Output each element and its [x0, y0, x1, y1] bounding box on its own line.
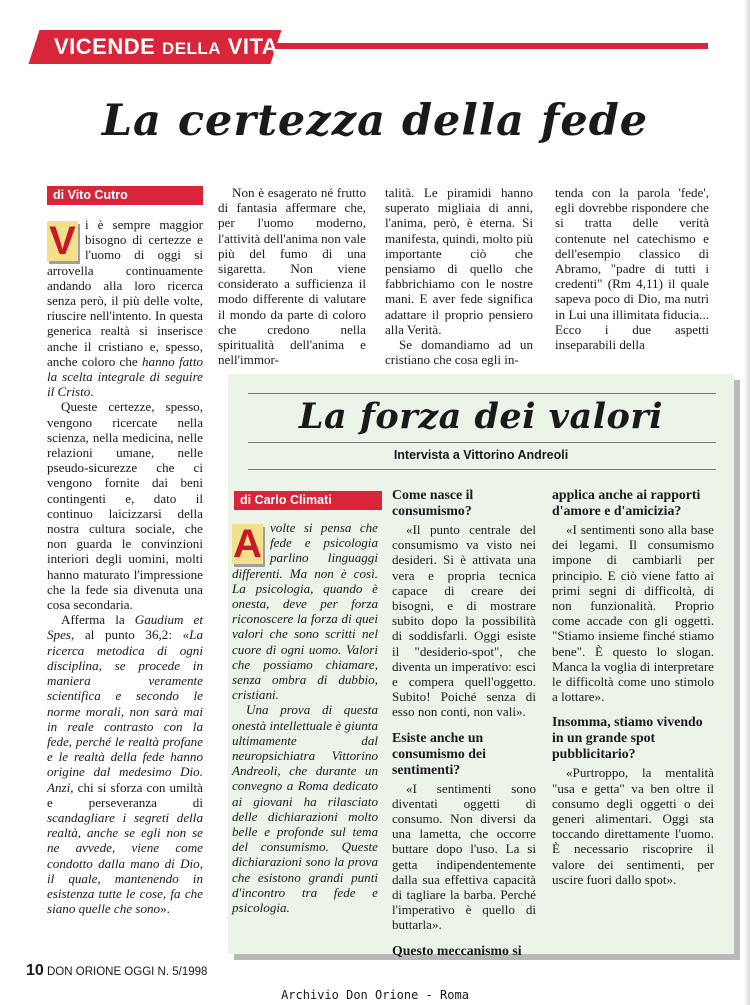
page-edge-shadow — [744, 0, 750, 1005]
box-rule-sub — [248, 469, 716, 470]
question-1: Come nasce il consumismo? — [392, 487, 474, 518]
lead-paragraph: V i è sempre maggior bisogno di certezze e l'uomo di oggi si arrovella continuamente andando alla loro ricerca senza però, il più delle volte, riuscire nell'intento. In questa generica realtà si inserisce anche il cristiano e, spesso, anche coloro che hanno fatto la scelta integrale di seguire il Cristo. — [47, 217, 203, 400]
question-4: Insomma, stiamo vivendo in un grande spot pubblicitario? — [552, 714, 703, 762]
section-label: VICENDE DELLA VITA — [54, 34, 279, 59]
answer-2: «I sentimenti sono diventati oggetti di consumo. Non diversi da una lametta, che occorre buttare dopo l'uso. La si getta indipendentemente dalla sua effettiva capacità di tagliare la barba. Perché l'imperativo è quello di buttarla». — [392, 780, 536, 933]
question-3-start: Questo meccanismo si — [392, 942, 522, 958]
article-column-1 — [47, 217, 203, 916]
box-rule-top — [248, 393, 716, 394]
interview-byline: di Carlo Climati — [234, 491, 382, 510]
article-column-4 — [555, 185, 709, 352]
interview-intro-2: Una prova di questa onestà intellettuale è giunta ultimamente dal neuropsichiatra Vittorino Andreoli, che durante un convegno a Roma dedicato ai giovani ha rilasciato delle dichiarazioni molto belle e profonde sul tema del consumismo. Queste dichiarazioni sono la prova che esistono grandi punti d'incontro tra fede e psicologia. — [232, 702, 378, 916]
archive-credit: Archivio Don Orione - Roma — [281, 988, 469, 1002]
answer-1: «Il punto centrale del consumismo va visto nei desideri. Si è attivata una vera e propria tecnica capace di creare dei bisogni, e di mostrare subito dopo la possibilità di soddisfarli. Oggi esiste il "desiderio-spot", che diventa un imperativo: esci e compera quell'oggetto. Subito! Poiché senza di esso non conti, non vali». — [392, 522, 536, 720]
dropcap-v: V — [47, 221, 78, 261]
interview-subtitle: Intervista a Vittorino Andreoli — [393, 448, 569, 462]
page-number: 10 — [26, 962, 44, 979]
interview-column-3 — [552, 487, 714, 887]
question-3-end: applica anche ai rapporti d'amore e d'amicizia? — [552, 487, 701, 518]
answer-3: «I sentimenti sono alla base dei legami. Il consumismo impone di cambiarli per principio. E ciò viene fatto ai primi segni di difficoltà, di non funzionalità. Proprio come accade con gli oggetti. "Stiamo insieme finché stiamo bene". È questo lo slogan. Manca la voglia di interpretare le difficoltà come uno stimolo a lottare». — [552, 522, 714, 705]
paragraph-piramidi: talità. Le piramidi hanno superato migliaia di anni, l'anima, però, è eterna. Si manifesta, quindi, molto più importante ciò che pensiamo di quello che fabbrichiamo con le nostre mani. E aver fede significa adattare il proprio pensiero alla Verità. — [385, 185, 534, 337]
article-title: La certezza della fede — [101, 96, 649, 146]
paragraph-certezze: Queste certezze, spesso, vengono ricercate nella scienza, nella medicina, nelle relazioni umane, nelle pseudo-sicurezze che ci vengono fornite dai beni contingenti e, dato il continuo laicizzarsi della nostra cultura sociale, che non guarda le convinzioni interiori degli uomini, molti hanno maturato l'impressione che la fede sia divenuta una cosa secondaria. — [47, 399, 203, 613]
paragraph-gaudium: Afferma la Gaudium et Spes, al punto 36,2: «La ricerca metodica di ogni disciplina, se procede in maniera veramente scientifica e secondo le norme morali, non sarà mai in reale contrasto con la fede, perché le realtà profane e le realtà della fede hanno origine dal medesimo Dio. Anzi, chi si sforza con umiltà e perseveranza di scandagliare i segreti della realtà, anche se egli non se ne avvede, viene come condotto dalla mano di Dio, il quale, mantenendo in esistenza tutte le cose, fa che siano quelle che sono». — [47, 612, 204, 917]
paragraph-esagerato: Non è esagerato né frutto di fantasia affermare che, per l'uomo moderno, l'attività dell'anima non vale più del fumo di una sigaretta. Non viene considerato a sufficienza il modo differente di valutare il mondo da parte di coloro che credono nella spiritualità dell'anima e nell'immor- — [218, 185, 366, 368]
paragraph-domandiamo: Se domandiamo ad un cristiano che cosa egli in- — [385, 337, 533, 368]
paragraph-fede: tenda con la parola 'fede', egli dovrebbe rispondere che si tratta delle verità contenute nel catechismo e dell'esempio classico di Abramo, "padre di tutti i credenti" (Rm 4,11) il quale sapeva poco di Dio, ma nutrì in Lui una illimitata fiducia... Ecco i due aspetti inseparabili della — [555, 185, 709, 353]
header-rule — [258, 43, 708, 49]
interview-title: La forza dei valori — [298, 396, 664, 437]
magazine-issue: DON ORIONE OGGI N. 5/1998 — [47, 966, 208, 978]
interview-column-2 — [392, 487, 536, 962]
article-byline: di Vito Cutro — [47, 186, 203, 205]
article-column-3 — [385, 185, 533, 367]
section-header — [28, 28, 708, 66]
question-2: Esiste anche un consumismo dei sentimenti? — [392, 729, 486, 777]
article-column-2 — [218, 185, 366, 367]
interview-intro: A volte si pensa che fede e psicologia parlino linguaggi differenti. Ma non è così. La psicologia, quando è onesta, deve per forza riconoscere la forza di quei valori che sono scritti nel cuore di ogni uomo. Valori che possiamo chiamare, senza ombra di dubbio, cristiani. — [232, 520, 378, 703]
box-rule-mid — [248, 442, 716, 443]
answer-4: «Purtroppo, la mentalità "usa e getta" va ben oltre il consumo degli oggetti o dei generi alimentari. Oggi sta toccando direttamente l'uomo. È necessario riscoprire il valore dei sentimenti, per uscire fuori dallo spot». — [552, 765, 714, 887]
page-footer — [26, 962, 207, 980]
dropcap-a: A — [233, 522, 262, 566]
interview-column-1 — [232, 520, 378, 915]
